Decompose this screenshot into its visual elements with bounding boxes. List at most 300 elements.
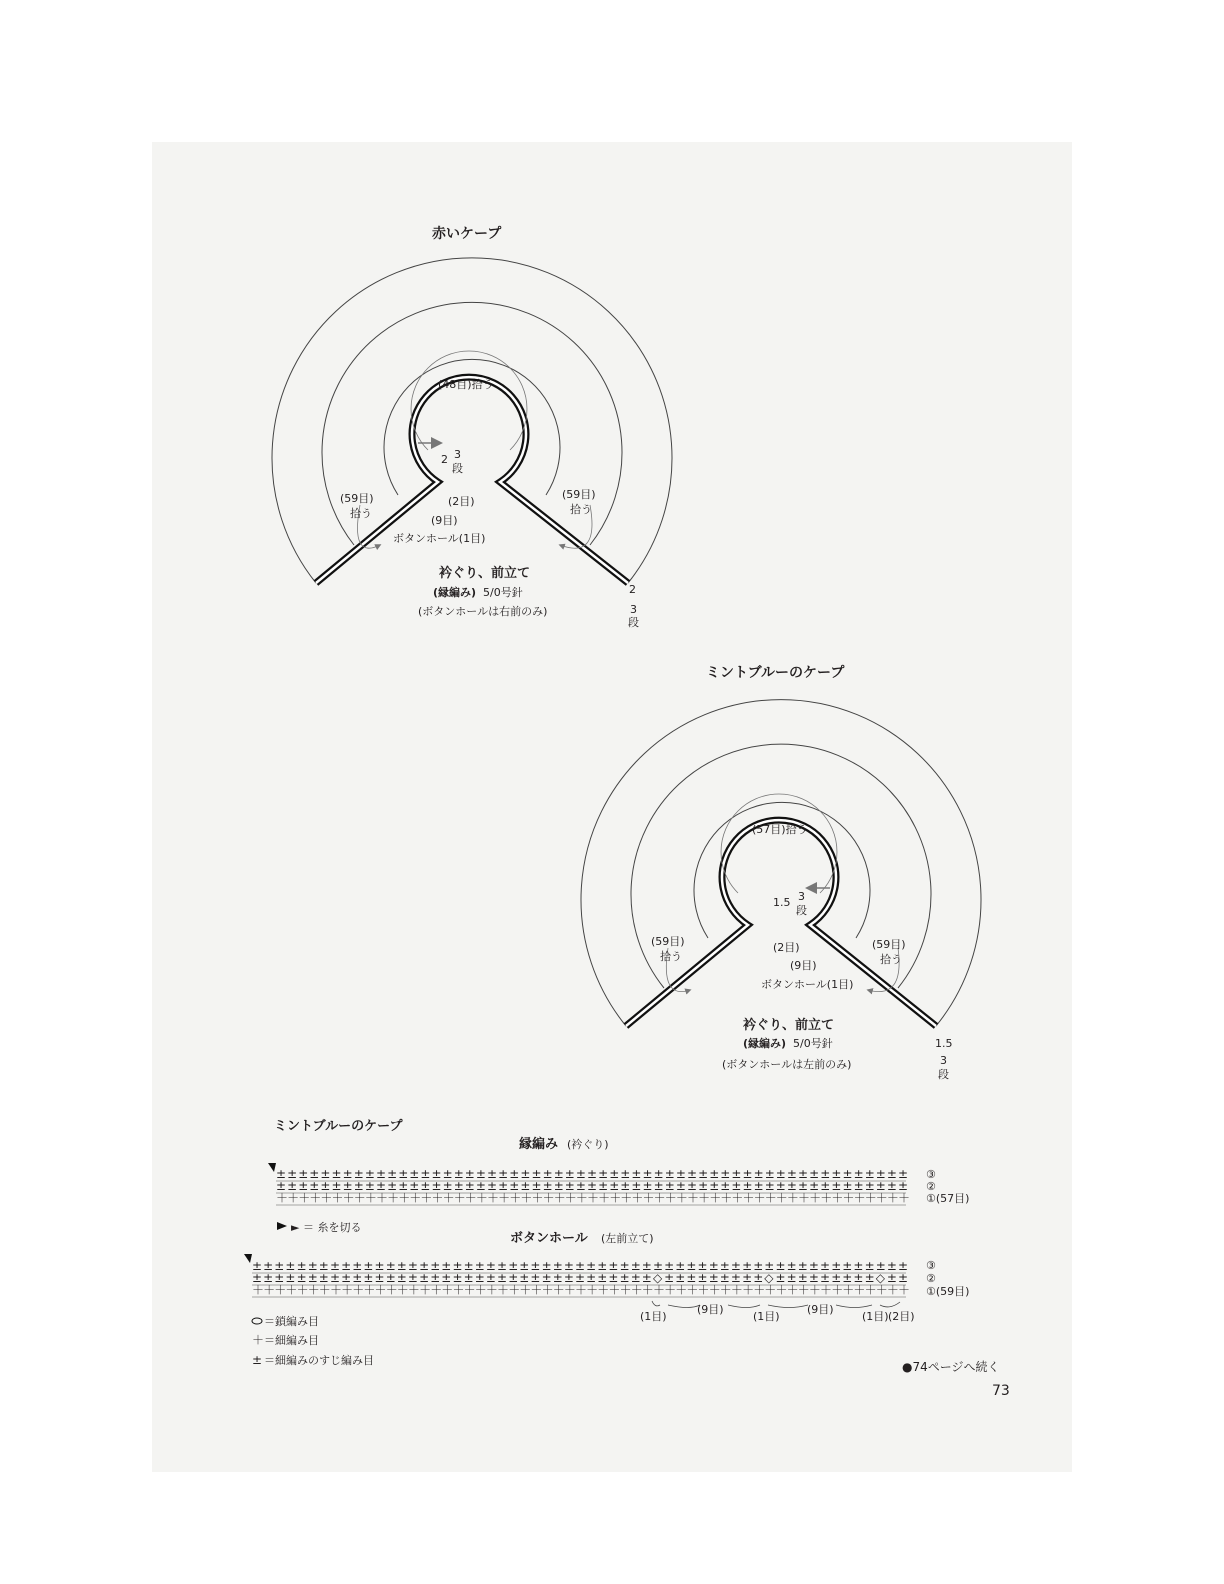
stitch-symbol: ＋ [320,1191,333,1205]
stitch-symbol: ± [631,1179,642,1193]
stitch-symbol: ± [318,1259,329,1273]
stitch-symbol: ＋ [631,1191,644,1205]
chart1-title: 縁編み [519,1137,559,1152]
stitch-symbol: ＋ [475,1191,488,1205]
stitch-symbol: ± [664,1271,675,1285]
stitch-symbol: ± [553,1179,564,1193]
stitch-symbol: ± [385,1271,396,1285]
stitch-symbol: ± [374,1259,385,1273]
chart1-row2: ② [926,1180,936,1193]
stitch-symbol: ± [775,1179,786,1193]
stitch-symbol: ± [809,1179,820,1193]
stitch-symbol: ± [285,1259,296,1273]
stitch-symbol: ＋ [575,1283,588,1297]
red-width-value: 2 [441,453,448,466]
sc-symbol: ＋ [252,1333,265,1347]
stitch-symbol: ＋ [430,1283,443,1297]
mint-cape-title: ミントブルーのケープ [706,665,845,681]
stitch-symbol: ＋ [420,1191,433,1205]
stitch-symbol: ± [875,1167,886,1181]
chart1-sub: (衿ぐり) [567,1138,609,1151]
stitch-symbol: ± [586,1259,597,1273]
red-caption-needle: 5/0号針 [483,586,523,599]
mint-two-sts: (2目) [773,941,800,954]
stitch-symbol: ± [363,1271,374,1285]
stitch-symbol: ＋ [431,1191,444,1205]
stitch-symbol: ± [442,1167,453,1181]
stitch-symbol: ± [353,1179,364,1193]
stitch-symbol: ± [742,1179,753,1193]
stitch-symbol: ± [531,1167,542,1181]
stitch-symbol: ± [587,1167,598,1181]
mint-left-pickup2: 拾う [660,950,682,963]
chart1-row1: ①(57目) [926,1192,970,1205]
stitch-symbol: ± [430,1259,441,1273]
stitch-symbol: ± [309,1167,320,1181]
stitch-symbol: ± [430,1271,441,1285]
stitch-symbol: ＋ [786,1283,799,1297]
stitch-symbol: ± [831,1271,842,1285]
stitch-symbol: ◇ [764,1271,774,1285]
stitch-symbol: ± [842,1179,853,1193]
stitch-symbol: ＋ [352,1283,365,1297]
stitch-symbol: ＋ [753,1191,766,1205]
stitch-symbol: ＋ [396,1283,409,1297]
mint-rows-value: 3 [798,890,805,903]
stitch-symbol: ± [853,1179,864,1193]
stitch-symbol: ± [697,1259,708,1273]
stitch-symbol: ± [753,1167,764,1181]
stitch-symbol: ＋ [598,1191,611,1205]
stitch-symbol: ± [320,1167,331,1181]
stitch-symbol: ± [575,1167,586,1181]
stitch-charts [244,1118,969,1323]
stitch-symbol: ± [398,1167,409,1181]
stitch-symbol: ＋ [309,1191,322,1205]
stitch-symbol: ＋ [742,1191,755,1205]
stitch-symbol: ± [441,1259,452,1273]
stitch-symbol: ± [453,1167,464,1181]
stitch-symbol: ＋ [276,1191,289,1205]
stitch-symbol: ＋ [664,1191,677,1205]
stitch-symbol: ± [731,1179,742,1193]
stitch-symbol: ± [519,1271,530,1285]
stitch-symbol: ± [820,1167,831,1181]
buttonhole-chart [252,1259,910,1297]
seg-9b: (9目) [807,1303,834,1316]
mint-caption-stitch: (縁編み) [743,1037,787,1050]
stitch-symbol: ± [553,1167,564,1181]
stitch-symbol: ◇ [875,1271,885,1285]
stitch-symbol: ＋ [719,1283,732,1297]
stitch-symbol: ± [620,1179,631,1193]
stitch-symbol: ± [686,1259,697,1273]
stitch-symbol: ± [630,1259,641,1273]
stitch-symbol: ± [452,1271,463,1285]
stitch-symbol: ＋ [642,1191,655,1205]
stitch-symbol: ± [886,1259,897,1273]
stitch-symbol: ＋ [441,1283,454,1297]
stitch-symbol: ＋ [709,1191,722,1205]
stitch-symbol: ± [419,1259,430,1273]
stitch-symbol: ± [753,1179,764,1193]
stitch-symbol: ＋ [675,1283,688,1297]
stitch-symbol: ＋ [474,1283,487,1297]
stitch-symbol: ± [842,1271,853,1285]
mint-neck-pickup: (57目)拾う [752,823,808,836]
stitch-symbol: ± [675,1167,686,1181]
chart2-row2: ② [926,1272,936,1285]
stitch-symbol: ± [498,1167,509,1181]
stitch-symbol: ＋ [653,1283,666,1297]
stitch-symbol: ± [664,1259,675,1273]
stitch-symbol: ＋ [641,1283,654,1297]
stitch-symbol: ± [687,1179,698,1193]
stitch-symbol: ± [820,1259,831,1273]
stitch-symbol: ± [630,1271,641,1285]
stitch-symbol: ± [564,1167,575,1181]
mint-right-pickup: (59目) [872,938,906,951]
stitch-symbol: ＋ [519,1283,532,1297]
stitch-symbol: ± [764,1179,775,1193]
stitch-symbol: ± [586,1271,597,1285]
stitch-symbol: ＋ [463,1283,476,1297]
mint-rows-unit: 段 [796,904,807,917]
stitch-symbol: ± [664,1179,675,1193]
stitch-symbol: ± [252,1259,263,1273]
mint-buttonhole: ボタンホール(1目) [761,978,854,991]
red-buttonhole: ボタンホール(1目) [393,532,486,545]
stitch-symbol: ＋ [764,1191,777,1205]
stitch-symbol: ＋ [875,1283,888,1297]
red-caption-note: (ボタンホールは右前のみ) [418,605,548,618]
start-marker [268,1163,276,1172]
stitch-symbol: ± [886,1271,897,1285]
stitch-symbol: ± [898,1271,909,1285]
stitch-symbol: ＋ [864,1191,877,1205]
stitch-symbol: ± [898,1259,909,1273]
stitch-symbol: ± [309,1179,320,1193]
stitch-symbol: ± [407,1259,418,1273]
stitch-symbol: ＋ [485,1283,498,1297]
mint-width-value: 1.5 [773,896,791,909]
stitch-symbol: ＋ [331,1191,344,1205]
cut-yarn-note: ► ＝ 糸を切る [291,1221,362,1234]
stitch-symbol: ＋ [808,1283,821,1297]
stitch-symbol: ± [709,1167,720,1181]
stitch-symbol: ± [274,1259,285,1273]
stitch-symbol: ＋ [530,1283,543,1297]
stitch-symbol: ± [719,1271,730,1285]
stitch-symbol: ± [653,1179,664,1193]
stitch-symbol: ＋ [698,1191,711,1205]
stitch-symbol: ＋ [764,1283,777,1297]
stitch-symbol: ± [608,1259,619,1273]
mint-right-pickup2: 拾う [880,953,902,966]
stitch-symbol: ± [463,1259,474,1273]
mint-caption-needle: 5/0号針 [793,1037,833,1050]
stitch-symbol: ± [631,1167,642,1181]
stitch-symbol: ± [675,1259,686,1273]
stitch-symbol: ± [285,1271,296,1285]
stitch-symbol: ＋ [409,1191,422,1205]
stitch-symbol: ＋ [385,1283,398,1297]
stitch-symbol: ± [831,1259,842,1273]
stitch-symbol: ± [331,1179,342,1193]
stitch-symbol: ＋ [564,1191,577,1205]
stitch-symbol: ± [407,1271,418,1285]
stitch-symbol: ＋ [407,1283,420,1297]
stitch-symbol: ± [886,1167,897,1181]
stitch-symbol: ± [318,1271,329,1285]
stitch-symbol: ＋ [442,1191,455,1205]
red-two-sts: (2目) [448,495,475,508]
stitch-symbol: ± [374,1271,385,1285]
stitch-symbol: ± [798,1179,809,1193]
stitch-symbol: ± [609,1167,620,1181]
stitch-symbol: ± [353,1167,364,1181]
red-caption-stitch: (縁編み) [433,586,477,599]
stitch-symbol: ± [463,1271,474,1285]
red-left-pickup: (59目) [340,492,374,505]
symbol-legend [252,1314,374,1367]
stitch-symbol: ± [420,1167,431,1181]
stitch-symbol: ± [442,1179,453,1193]
stitch-symbol: ± [853,1167,864,1181]
stitch-symbol: ± [307,1271,318,1285]
stitch-symbol: ± [619,1259,630,1273]
stitch-symbol: ± [263,1259,274,1273]
stitch-symbol: ± [276,1167,287,1181]
stitch-symbol: ± [474,1259,485,1273]
stitch-symbol: ＋ [898,1191,911,1205]
stitch-symbol: ± [575,1179,586,1193]
stitch-symbol: ＋ [553,1191,566,1205]
stitch-symbol: ± [542,1167,553,1181]
stitch-symbol: ＋ [686,1283,699,1297]
stitch-symbol: ± [342,1167,353,1181]
stitch-symbol: ± [864,1179,875,1193]
chain-symbol [252,1318,262,1324]
chart2-row3: ③ [926,1259,936,1272]
stitch-symbol: ＋ [619,1283,632,1297]
legend-chain: ＝鎖編み目 [264,1315,319,1328]
stitch-symbol: ± [485,1259,496,1273]
stitch-symbol: ± [419,1271,430,1285]
stitch-symbol: ± [675,1271,686,1285]
stitch-symbol: ± [820,1179,831,1193]
stitch-symbol: ＋ [453,1191,466,1205]
stitch-symbol: ± [864,1259,875,1273]
stitch-symbol: ± [597,1271,608,1285]
stitch-symbol: ＋ [541,1283,554,1297]
mint-bottom-rows: 3 [940,1054,947,1067]
red-bottom-unit: 段 [628,616,639,629]
stitch-symbol: ± [798,1167,809,1181]
stitch-symbol: ＋ [419,1283,432,1297]
stitch-symbol: ± [786,1179,797,1193]
stitch-symbol: ± [497,1271,508,1285]
stitch-symbol: ± [342,1179,353,1193]
stitch-symbol: ± [809,1167,820,1181]
stitch-symbol: ＋ [775,1283,788,1297]
stitch-symbol: ± [642,1179,653,1193]
stitch-symbol: ± [808,1259,819,1273]
seg-2: (2目) [888,1310,915,1323]
stitch-symbol: ± [864,1271,875,1285]
stitch-symbol: ± [530,1271,541,1285]
stitch-symbol: ± [385,1259,396,1273]
stitch-symbol: ± [709,1179,720,1193]
stitch-symbol: ± [564,1179,575,1193]
stitch-symbol: ± [396,1271,407,1285]
stitch-symbol: ± [687,1167,698,1181]
stitch-symbol: ± [831,1179,842,1193]
stitch-symbol: ＋ [620,1191,633,1205]
red-rows-unit: 段 [452,462,463,475]
stitch-symbol: ± [541,1271,552,1285]
stitch-symbol: ± [485,1271,496,1285]
stitch-symbol: ± [464,1179,475,1193]
stitch-symbol: ± [742,1271,753,1285]
mint-left-pickup: (59目) [651,935,685,948]
stitch-symbol: ± [753,1259,764,1273]
stitch-symbol: ± [474,1271,485,1285]
stitch-symbol: ± [509,1179,520,1193]
stitch-symbol: ＋ [252,1283,265,1297]
stitch-symbol: ± [441,1271,452,1285]
pickup-curve [721,794,837,893]
stitch-symbol: ± [307,1259,318,1273]
stitch-symbol: ＋ [797,1283,810,1297]
stitch-symbol: ＋ [775,1191,788,1205]
mint-cape-diagram [581,665,981,1081]
pickup-curve [411,351,527,450]
stitch-symbol: ＋ [330,1283,343,1297]
stitch-symbol: ± [753,1271,764,1285]
stitch-symbol: ＋ [497,1283,510,1297]
stitch-symbol: ＋ [274,1283,287,1297]
stitch-symbol: ± [387,1167,398,1181]
stitch-symbol: ＋ [853,1191,866,1205]
stitch-symbol: ＋ [875,1191,888,1205]
start-marker-2 [244,1254,252,1263]
stitch-symbol: ＋ [675,1191,688,1205]
sc-back-symbol: ± [252,1353,263,1367]
stitch-symbol: ± [276,1179,287,1193]
stitch-symbol: ± [363,1259,374,1273]
stitch-symbol: ＋ [809,1191,822,1205]
stitch-symbol: ± [431,1167,442,1181]
stitch-symbol: ± [531,1179,542,1193]
stitch-symbol: ± [653,1167,664,1181]
stitch-symbol: ± [853,1271,864,1285]
stitch-symbol: ± [398,1179,409,1193]
seg-1b: (1目) [753,1310,780,1323]
neck-band-inner [626,820,936,1026]
stitch-symbol: ± [431,1179,442,1193]
stitch-symbol: ＋ [842,1191,855,1205]
stitch-symbol: ± [498,1179,509,1193]
stitch-symbol: ＋ [730,1283,743,1297]
stitch-symbol: ± [252,1271,263,1285]
stitch-symbol: ＋ [886,1283,899,1297]
red-cape-diagram [272,225,672,629]
stitch-symbol: ＋ [786,1191,799,1205]
stitch-symbol: ＋ [687,1191,700,1205]
red-bottom-rows: 3 [630,603,637,616]
stitch-symbol: ＋ [886,1191,899,1205]
stitch-symbol: ± [720,1167,731,1181]
stitch-symbol: ＋ [753,1283,766,1297]
stitch-symbol: ± [530,1259,541,1273]
red-nine-sts: (9目) [431,514,458,527]
stitch-symbol: ＋ [853,1283,866,1297]
stitch-symbol: ＋ [820,1191,833,1205]
cut-yarn-marker [277,1222,287,1230]
stitch-symbol: ± [686,1271,697,1285]
stitch-symbol: ± [730,1259,741,1273]
stitch-symbol: ＋ [575,1191,588,1205]
stitch-symbol: ± [475,1179,486,1193]
segment-brackets [652,1301,900,1308]
stitch-symbol: ＋ [464,1191,477,1205]
stitch-symbol: ＋ [287,1191,300,1205]
stitch-symbol: ± [775,1271,786,1285]
stitch-symbol: ± [698,1179,709,1193]
stitch-symbol: ± [853,1259,864,1273]
chart2-row1: ①(59目) [926,1285,970,1298]
stitch-symbol: ＋ [609,1191,622,1205]
stitch-symbol: ＋ [720,1191,733,1205]
mint-caption-note: (ボタンホールは左前のみ) [722,1058,852,1071]
red-cape-title: 赤いケープ [432,226,502,242]
stitch-symbol: ± [352,1271,363,1285]
stitch-symbol: ＋ [376,1191,389,1205]
stitch-symbol: ＋ [298,1191,311,1205]
stitch-symbol: ＋ [341,1283,354,1297]
stitch-symbol: ＋ [898,1283,911,1297]
stitch-symbol: ＋ [820,1283,833,1297]
stitch-symbol: ± [797,1271,808,1285]
charts-section-title: ミントブルーのケープ [274,1119,403,1134]
stitch-symbol: ± [742,1259,753,1273]
stitch-symbol: ± [296,1259,307,1273]
stitch-symbol: ± [886,1179,897,1193]
stitch-symbol: ± [409,1167,420,1181]
stitch-symbol: ± [409,1179,420,1193]
stitch-symbol: ± [341,1259,352,1273]
stitch-symbol: ± [808,1271,819,1285]
stitch-symbol: ＋ [353,1191,366,1205]
stitch-symbol: ＋ [798,1191,811,1205]
stitch-symbol: ± [675,1179,686,1193]
stitch-symbol: ＋ [374,1283,387,1297]
legend-sc-back: ＝細編みのすじ編み目 [264,1354,374,1367]
stitch-symbol: ± [820,1271,831,1285]
stitch-symbol: ＋ [586,1283,599,1297]
chart2-title: ボタンホール [510,1231,588,1246]
stitch-symbol: ＋ [563,1283,576,1297]
stitch-symbol: ＋ [307,1283,320,1297]
stitch-symbol: ＋ [531,1191,544,1205]
red-bottom-width: 2 [629,583,636,596]
stitch-symbol: ± [552,1259,563,1273]
stitch-symbol: ± [487,1179,498,1193]
stitch-symbol: ± [298,1167,309,1181]
stitch-symbol: ＋ [608,1283,621,1297]
stitch-symbol: ± [764,1167,775,1181]
